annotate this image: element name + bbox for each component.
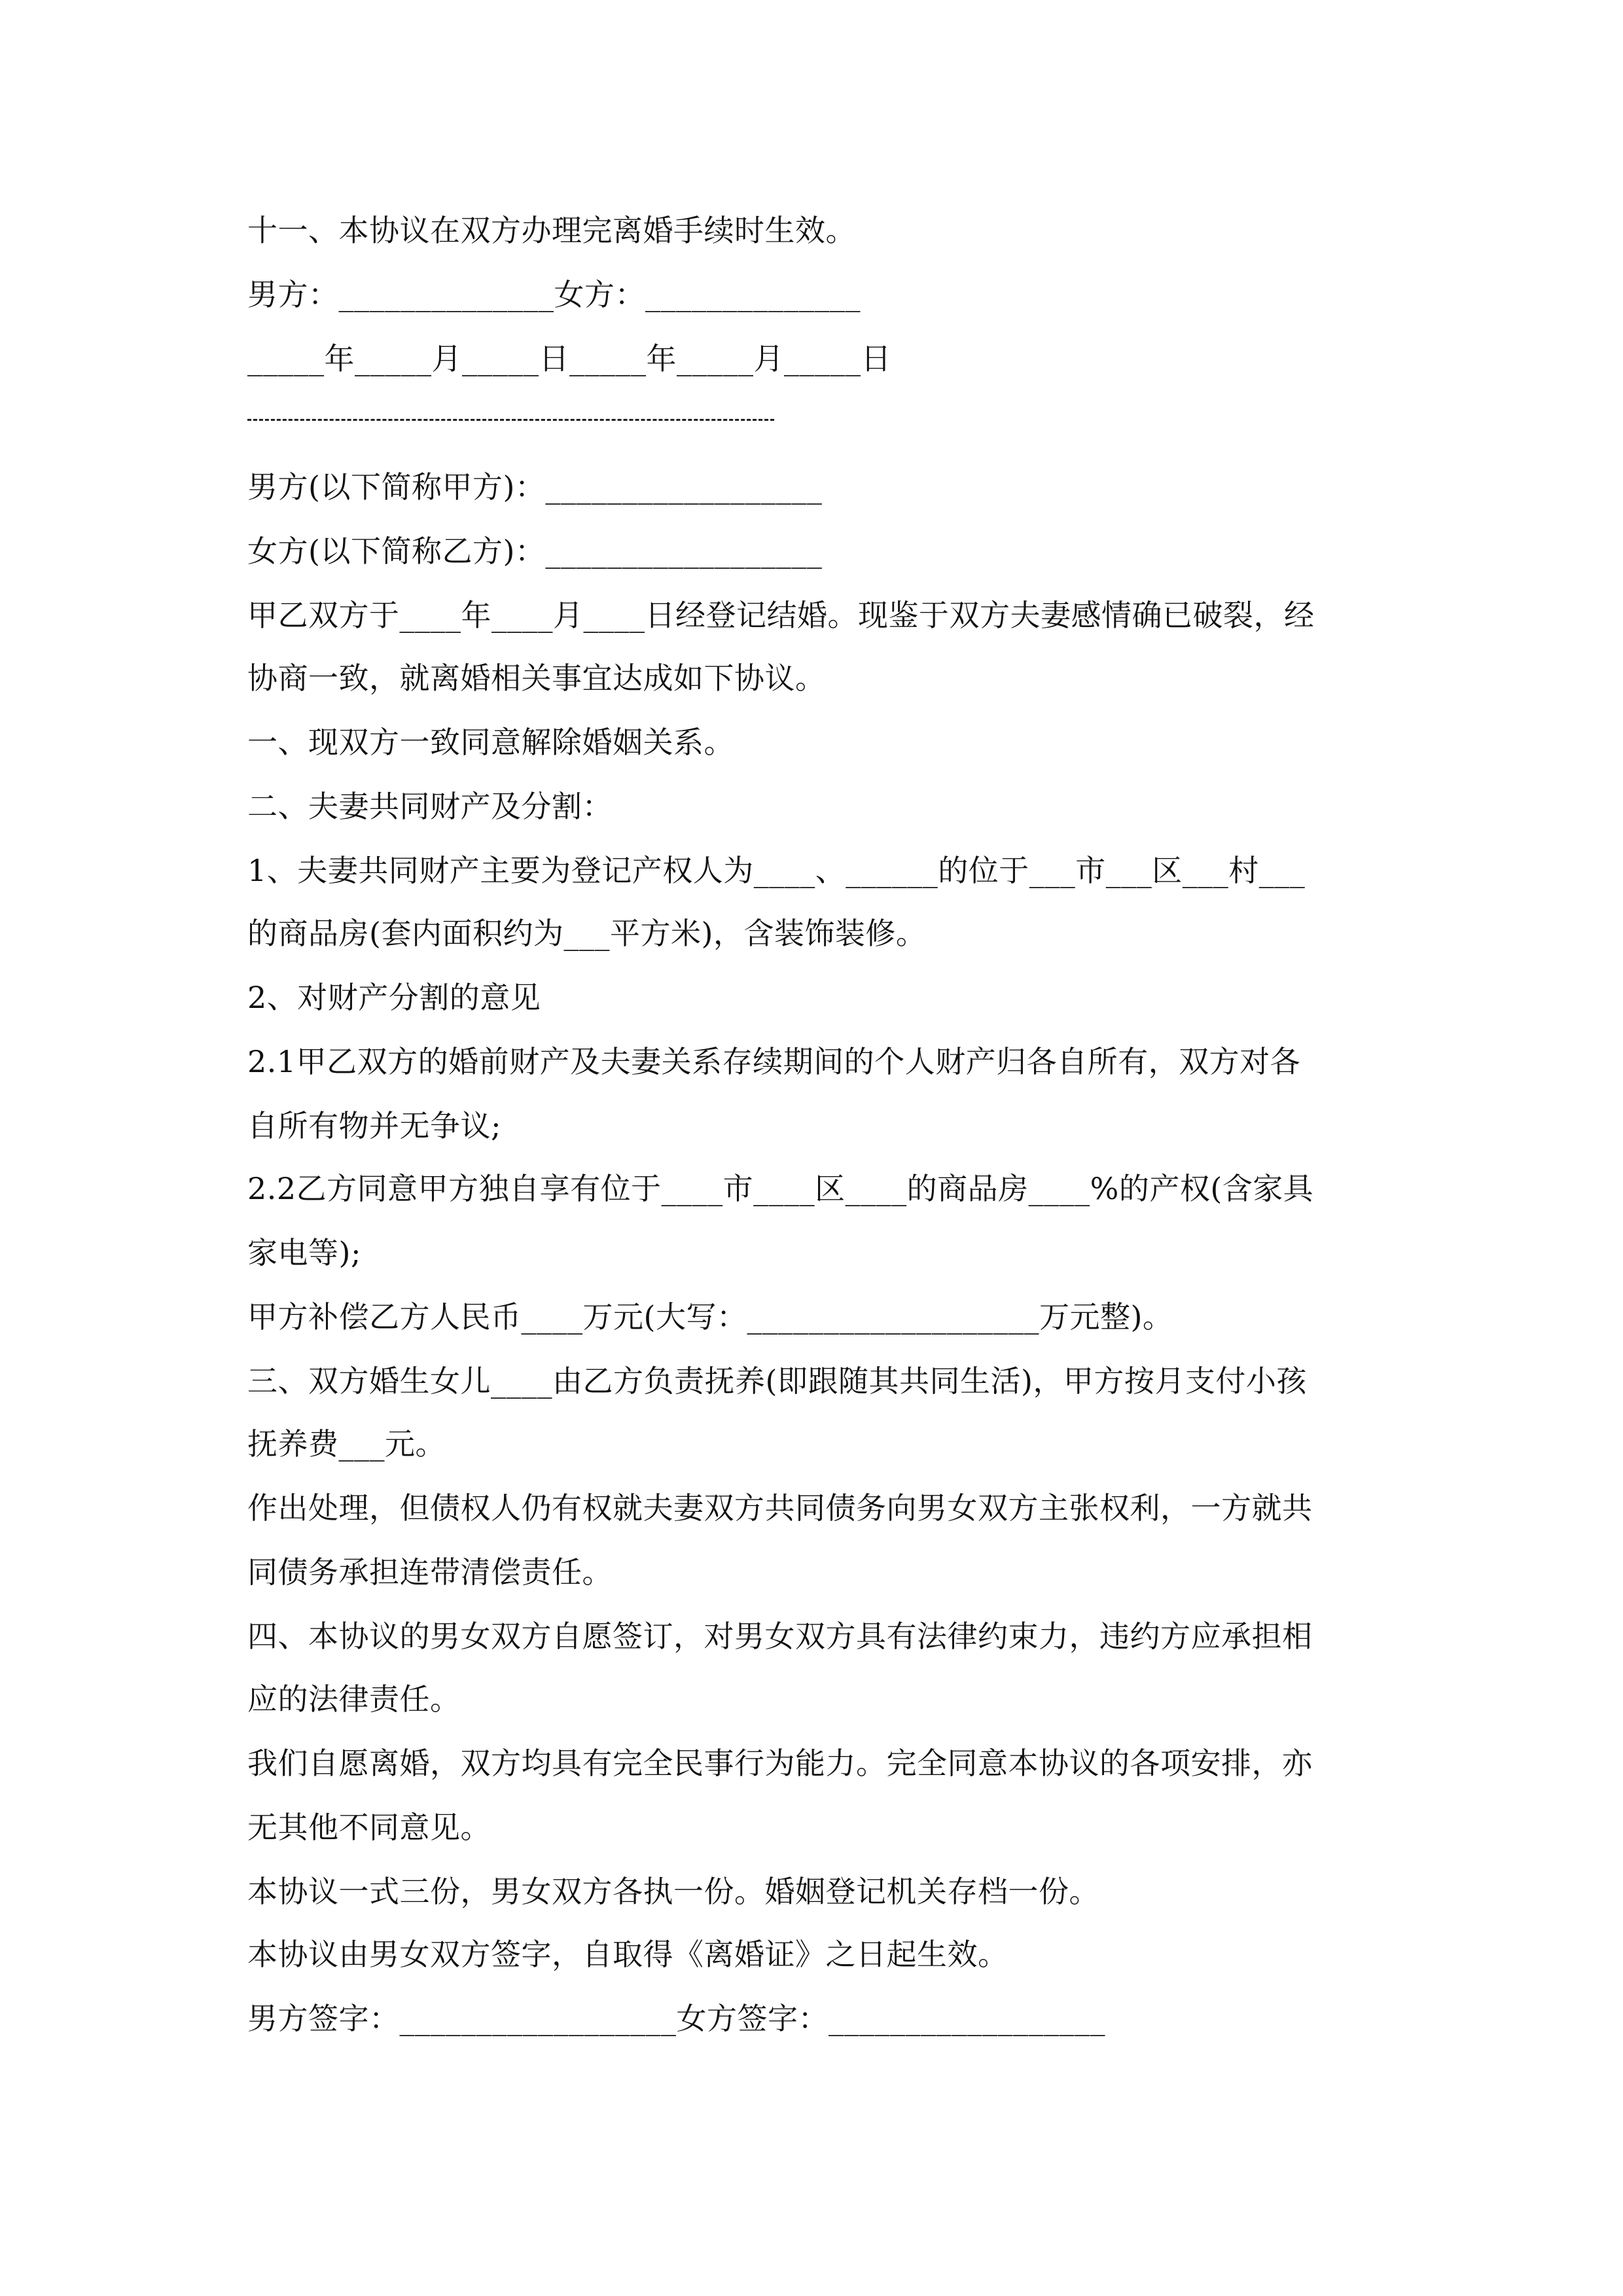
agreement-intro-text: 协商一致，就离婚相关事宜达成如下协议。 <box>247 660 826 696</box>
signature-blanks-line: 男方：______________女方：______________ <box>247 277 861 312</box>
property-item-1-line-1: 1、夫妻共同财产主要为登记产权人为____、______的位于___市___区___村___ <box>247 853 1306 888</box>
property-item-2-1-line-2: 自所有物并无争议; <box>247 1108 501 1143</box>
property-item-2-heading: 2、对财产分割的意见 <box>247 980 541 1015</box>
compensation-line: 甲方补偿乙方人民币____万元(大写：___________________万元整)。 <box>247 1299 1173 1335</box>
voluntary-statement-line-1: 我们自愿离婚，双方均具有完全民事行为能力。完全同意本协议的各项安排，亦 <box>247 1746 1313 1781</box>
signature-line: 男方签字：__________________女方签字：__________________ <box>247 2001 1105 2036</box>
property-item-2-2-line-2: 家电等); <box>247 1235 361 1270</box>
copies-statement: 本协议一式三份，男女双方各执一份。婚姻登记机关存档一份。 <box>247 1874 1099 1909</box>
section-divider <box>247 419 774 421</box>
clause-11-effect: 十一、本协议在双方办理完离婚手续时生效。 <box>247 213 856 248</box>
date-blanks-line: _____年_____月_____日_____年_____月_____日 <box>247 341 891 376</box>
clause-3-custody-line-2: 抚养费___元。 <box>247 1426 446 1462</box>
party-b-line: 女方(以下简称乙方)：__________________ <box>247 533 823 569</box>
clause-4-line-1: 四、本协议的男女双方自愿签订，对男女双方具有法律约束力，违约方应承担相 <box>247 1619 1313 1654</box>
clause-1-dissolution: 一、现双方一致同意解除婚姻关系。 <box>247 725 734 760</box>
effective-statement: 本协议由男女双方签字，自取得《离婚证》之日起生效。 <box>247 1937 1008 1972</box>
marriage-registration-text: 甲乙双方于____年____月____日经登记结婚。现鉴于双方夫妻感情确已破裂，经 <box>247 598 1315 633</box>
property-item-2-1-line-1: 2.1甲乙双方的婚前财产及夫妻关系存续期间的个人财产归各自所有，双方对各 <box>247 1044 1301 1079</box>
property-item-2-2-line-1: 2.2乙方同意甲方独自享有位于____市____区____的商品房____%的产权(含家具 <box>247 1171 1314 1206</box>
debt-clause-line-1: 作出处理，但债权人仍有权就夫妻双方共同债务向男女双方主张权利，一方就共 <box>247 1490 1313 1526</box>
voluntary-statement-line-2: 无其他不同意见。 <box>247 1810 491 1845</box>
clause-2-heading: 二、夫妻共同财产及分割： <box>247 789 613 824</box>
debt-clause-line-2: 同债务承担连带清偿责任。 <box>247 1554 613 1590</box>
property-item-1-line-2: 的商品房(套内面积约为___平方米)，含装饰装修。 <box>247 916 927 951</box>
clause-3-custody-line-1: 三、双方婚生女儿____由乙方负责抚养(即跟随其共同生活)，甲方按月支付小孩 <box>247 1363 1307 1399</box>
party-a-line: 男方(以下简称甲方)：__________________ <box>247 469 823 505</box>
clause-4-line-2: 应的法律责任。 <box>247 1681 461 1717</box>
